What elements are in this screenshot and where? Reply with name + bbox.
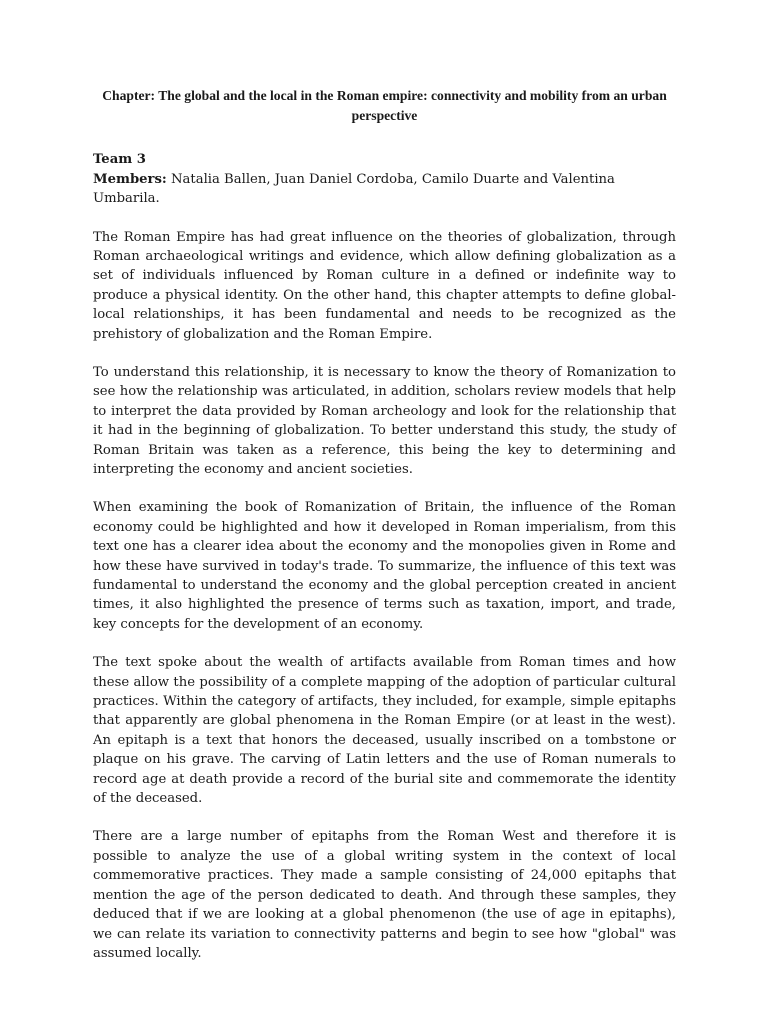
members-line xyxy=(93,170,676,209)
paragraph-3: When examining the book of Romanization of Britain, the influence of the Roman economy could be highlighted and how it developed in Roman imperialism, from this text one has a clearer idea about the economy and the monopolies given in Rome and how these have survived in today's trade. To summarize, the influence of this text was fundamental to understand the economy and the global perception created in ancient times, it also highlighted the presence of terms such as taxation, import, and trade, key concepts for the development of an economy. xyxy=(93,500,676,632)
paragraph-4: The text spoke about the wealth of artifacts available from Roman times and how these allow the possibility of a complete mapping of the adoption of particular cultural practices. Within the category of artifacts, they included, for example, simple epitaphs that apparently are global phenomena in the Roman Empire (or at least in the west). An epitaph is a text that honors the deceased, usually inscribed on a tombstone or plaque on his grave. The carving of Latin letters and the use of Roman numerals to record age at death provide a record of the burial site and commemorate the identity of the deceased. xyxy=(93,655,676,807)
members-label: Members: xyxy=(93,171,167,187)
paragraph-5: There are a large number of epitaphs from the Roman West and therefore it is possible to analyze the use of a global writing system in the context of local commemorative practices. They made a sample consisting of 24,000 epitaphs that mention the age of the person dedicated to death. And through these samples, they deduced that if we are looking at a global phenomenon (the use of age in epitaphs), we can relate its variation to connectivity patterns and begin to see how "global" was assumed locally. xyxy=(93,829,676,961)
members-names: Natalia Ballen, Juan Daniel Cordoba, Camilo Duarte and Valentina Umbarila. xyxy=(93,171,615,206)
document-page xyxy=(93,86,676,963)
paragraph-1: The Roman Empire has had great influence on the theories of globalization, through Roman archaeological writings and evidence, which allow defining globalization as a set of individuals influenced by Roman culture in a defined or indefinite way to produce a physical identity. On the other hand, this chapter attempts to define global-local relationships, it has been fundamental and needs to be recognized as the prehistory of globalization and the Roman Empire. xyxy=(93,229,676,342)
paragraph-2: To understand this relationship, it is necessary to know the theory of Romanization to see how the relationship was articulated, in addition, scholars review models that help to interpret the data provided by Roman archeology and look for the relationship that it had in the beginning of globalization. To better understand this study, the study of Roman Britain was taken as a reference, this being the key to determining and interpreting the economy and ancient societies. xyxy=(93,364,676,477)
team-label: Team 3 xyxy=(93,152,146,167)
chapter-title: Chapter: The global and the local in the Roman empire: connectivity and mobility from an urban perspective xyxy=(102,88,667,123)
team-info xyxy=(93,150,676,209)
